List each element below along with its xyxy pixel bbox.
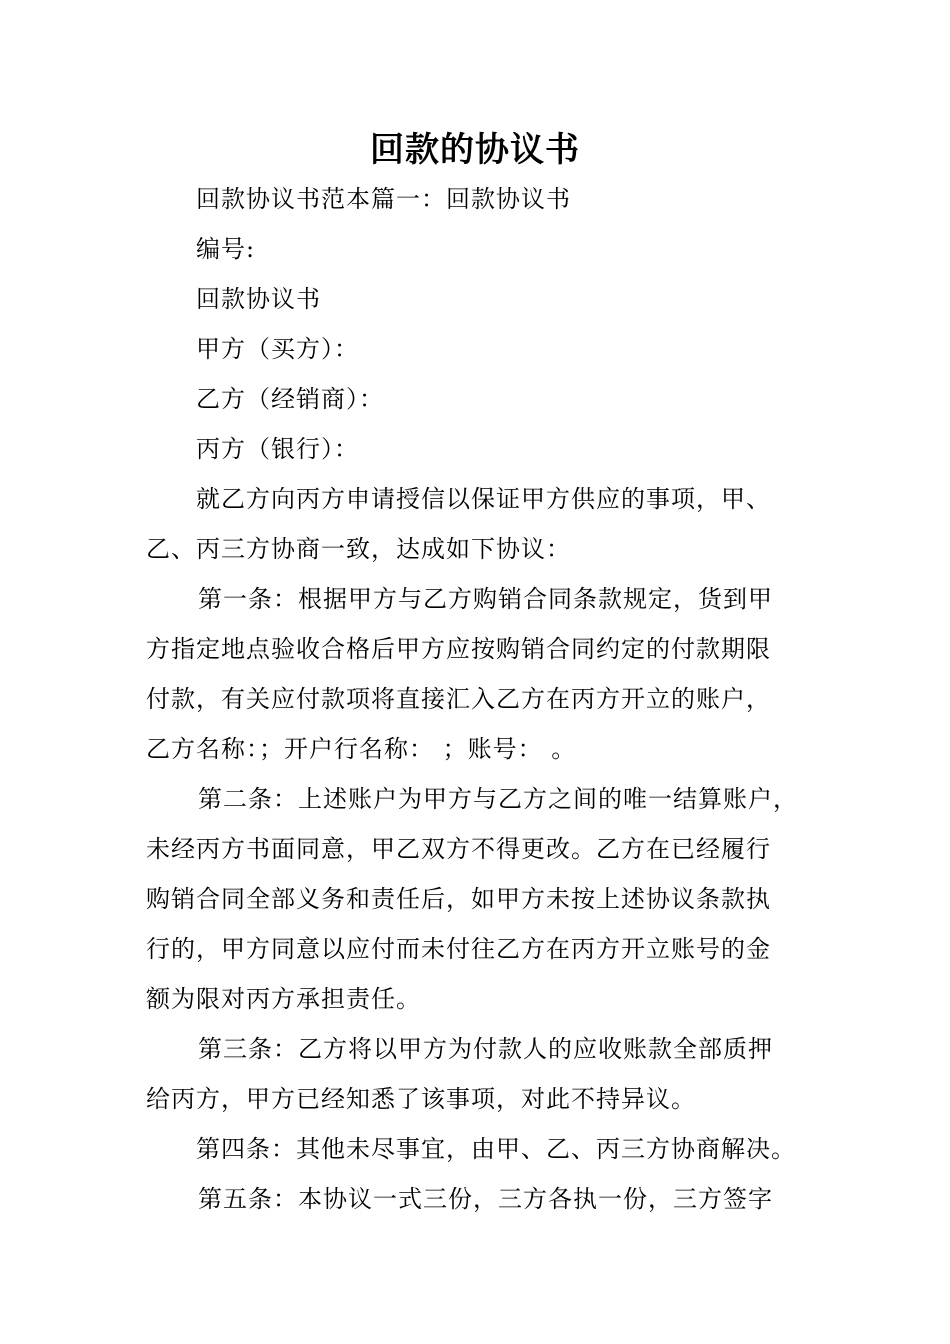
doc-line-7: 就乙方向丙方申请授信以保证甲方供应的事项，甲、 [196, 485, 771, 513]
doc-line-11: 付款，有关应付款项将直接汇入乙方在丙方开立的账户， [146, 685, 771, 713]
doc-line-15: 购销合同全部义务和责任后，如甲方未按上述协议条款执 [146, 885, 771, 913]
doc-line-5: 乙方（经销商）： [196, 385, 384, 413]
doc-line-21: 第五条：本协议一式三份，三方各执一份，三方签字 [198, 1185, 773, 1213]
doc-line-13: 第二条：上述账户为甲方与乙方之间的唯一结算账户， [198, 785, 798, 813]
doc-line-6: 丙方（银行）： [196, 435, 359, 463]
doc-line-3: 回款协议书 [196, 285, 321, 313]
doc-line-4: 甲方（买方）： [196, 335, 359, 363]
doc-line-2: 编号: [196, 235, 256, 263]
doc-line-8: 乙、丙三方协商一致，达成如下协议： [146, 535, 571, 563]
doc-line-9: 第一条：根据甲方与乙方购销合同条款规定，货到甲 [198, 585, 773, 613]
doc-line-20: 第四条：其他未尽事宜，由甲、乙、丙三方协商解决。 [196, 1135, 796, 1163]
doc-line-14: 未经丙方书面同意，甲乙双方不得更改。乙方在已经履行 [146, 835, 771, 863]
doc-line-10: 方指定地点验收合格后甲方应按购销合同约定的付款期限 [146, 635, 771, 663]
doc-line-12: 乙方名称：；开户行名称： ；账号： 。 [146, 735, 577, 763]
document-title: 回款的协议书 [370, 130, 580, 170]
doc-line-1: 回款协议书范本篇一：回款协议书 [196, 185, 571, 213]
doc-line-16: 行的，甲方同意以应付而未付往乙方在丙方开立账号的金 [146, 935, 771, 963]
doc-line-19: 给丙方，甲方已经知悉了该事项，对此不持异议。 [146, 1085, 696, 1113]
doc-line-17: 额为限对丙方承担责任。 [146, 985, 421, 1013]
doc-line-18: 第三条：乙方将以甲方为付款人的应收账款全部质押 [198, 1035, 773, 1063]
